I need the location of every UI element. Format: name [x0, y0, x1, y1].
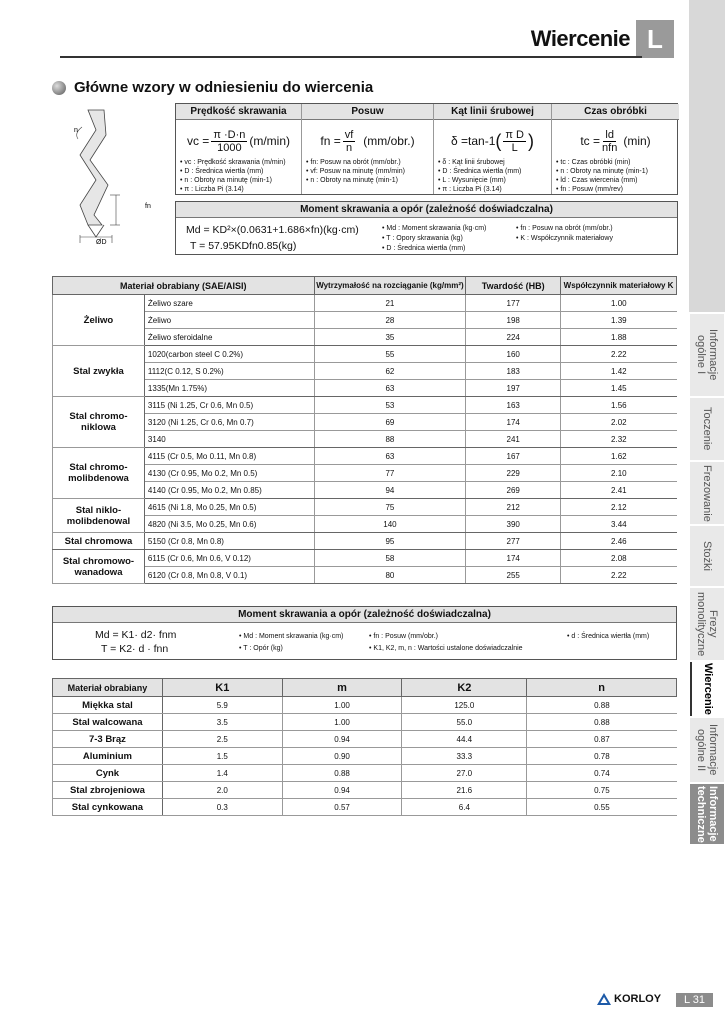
tensile-value: 95 [314, 533, 466, 550]
n-value: 0.78 [527, 748, 677, 765]
table-row [53, 346, 677, 363]
material-group: Stal niklo-molibdenowal [53, 499, 145, 533]
table-row [53, 312, 677, 329]
col-material: Materiał obrabiany (SAE/AISI) [53, 277, 315, 295]
hardness-value: 212 [466, 499, 561, 516]
k-value: 1.88 [561, 329, 677, 346]
moment2-eq2: T = K2· d · fnn [101, 643, 169, 655]
tab-turning[interactable]: Toczenie [690, 398, 724, 460]
m-value: 0.90 [282, 748, 402, 765]
m-value: 0.94 [282, 731, 402, 748]
table-row [53, 465, 677, 482]
tensile-value: 63 [314, 448, 466, 465]
formula-cutting-speed: Prędkość skrawania vc = $\frac{\pi \cdot D\cdot n}{1000}$ (m/min) • vc : Prędkość skrawania (m/min) • D : Średnica wiertła (mm) • n : Obroty na minutę (min-1) • π : Liczba Pi (3.14) [176, 104, 301, 194]
table-row [53, 782, 677, 799]
moment-box-2 [52, 606, 677, 660]
table-row [53, 533, 677, 550]
tensile-value: 28 [314, 312, 466, 329]
material-group: Stal chromo-molibdenowa [53, 448, 145, 499]
material-name: 3120 (Ni 1.25, Cr 0.6, Mn 0.7) [144, 414, 314, 431]
moment1-eq2: T = 57.95KDfn0.85(kg) [190, 240, 297, 252]
k1-value: 0.3 [162, 799, 282, 816]
hardness-value: 177 [466, 295, 561, 312]
table-row [53, 448, 677, 465]
k-value: 1.39 [561, 312, 677, 329]
tab-cones[interactable]: Stożki [690, 526, 724, 586]
tensile-value: 69 [314, 414, 466, 431]
material-name: Cynk [53, 765, 163, 782]
material-name: Stal zbrojeniowa [53, 782, 163, 799]
hardness-value: 160 [466, 346, 561, 363]
m-value: 1.00 [282, 714, 402, 731]
material-name: 4615 (Ni 1.8, Mo 0.25, Mn 0.5) [144, 499, 314, 516]
hardness-value: 255 [466, 567, 561, 584]
moment2-eq1: Md = K1· d2· fnm [95, 629, 177, 641]
k-value: 2.10 [561, 465, 677, 482]
table-row [53, 748, 677, 765]
material-name: 4130 (Cr 0.95, Mo 0.2, Mn 0.5) [144, 465, 314, 482]
hardness-value: 229 [466, 465, 561, 482]
drill-label-d: ØD [96, 239, 107, 246]
k-value: 2.22 [561, 567, 677, 584]
material-group: Żeliwo [53, 295, 145, 346]
section-heading-text: Główne wzory w odniesieniu do wiercenia [74, 79, 374, 96]
n-value: 0.88 [527, 714, 677, 731]
material-group: Stal zwykła [53, 346, 145, 397]
n-value: 0.75 [527, 782, 677, 799]
hardness-value: 241 [466, 431, 561, 448]
k2-value: 21.6 [402, 782, 527, 799]
table-row [53, 765, 677, 782]
k-value: 1.00 [561, 295, 677, 312]
moment-box-1 [175, 201, 678, 255]
col-k2: K2 [402, 679, 527, 697]
k-value: 2.46 [561, 533, 677, 550]
table-row [53, 499, 677, 516]
material-name: 6120 (Cr 0.8, Mn 0.8, V 0.1) [144, 567, 314, 584]
col-k1: K1 [162, 679, 282, 697]
tab-technical[interactable]: Informacje techniczne [690, 784, 724, 844]
moment2-notes-b: • fn : Posuw (mm/obr.) • K1, K2, m, n : Wartości ustalone doświadczalnie [369, 633, 523, 652]
k-value: 1.62 [561, 448, 677, 465]
tab-milling[interactable]: Frezowanie [690, 462, 724, 524]
tab-solid-endmills[interactable]: Frezy monolityczne [690, 588, 724, 660]
tab-drilling[interactable]: Wiercenie [690, 662, 724, 716]
col-k: Współczynnik materiałowy K [561, 277, 677, 295]
coefficient-table [52, 678, 677, 816]
table-row [53, 363, 677, 380]
k2-value: 33.3 [402, 748, 527, 765]
k-value: 1.45 [561, 380, 677, 397]
tensile-value: 53 [314, 397, 466, 414]
korloy-icon [597, 993, 611, 1005]
tensile-value: 75 [314, 499, 466, 516]
tab-general-1[interactable]: Informacje ogólne I [690, 314, 724, 396]
table-row [53, 380, 677, 397]
m-value: 0.57 [282, 799, 402, 816]
k-value: 2.12 [561, 499, 677, 516]
page-number: L 31 [676, 993, 713, 1007]
k1-value: 2.0 [162, 782, 282, 799]
tensile-value: 94 [314, 482, 466, 499]
material-group: Stal chromo-niklowa [53, 397, 145, 448]
material-name: 7-3 Brąz [53, 731, 163, 748]
material-name: 4140 (Cr 0.95, Mo 0.2, Mn 0.85) [144, 482, 314, 499]
k2-value: 27.0 [402, 765, 527, 782]
k2-value: 125.0 [402, 697, 527, 714]
k-value: 1.42 [561, 363, 677, 380]
material-name: 1335(Mn 1.75%) [144, 380, 314, 397]
table-row [53, 397, 677, 414]
section-heading [52, 79, 373, 96]
material-table [52, 276, 677, 584]
material-name: 4115 (Cr 0.5, Mo 0.11, Mn 0.8) [144, 448, 314, 465]
k-value: 2.08 [561, 550, 677, 567]
material-name: Żeliwo sferoidalne [144, 329, 314, 346]
side-tab-spacer [689, 0, 725, 312]
k1-value: 1.4 [162, 765, 282, 782]
m-value: 1.00 [282, 697, 402, 714]
k1-value: 5.9 [162, 697, 282, 714]
k-value: 2.41 [561, 482, 677, 499]
k2-value: 44.4 [402, 731, 527, 748]
hardness-value: 167 [466, 448, 561, 465]
hardness-value: 174 [466, 550, 561, 567]
tensile-value: 21 [314, 295, 466, 312]
material-name: Stal walcowana [53, 714, 163, 731]
material-name: Miękka stal [53, 697, 163, 714]
hardness-value: 269 [466, 482, 561, 499]
table-row [53, 697, 677, 714]
k1-value: 3.5 [162, 714, 282, 731]
drill-diagram [60, 105, 170, 250]
hardness-value: 224 [466, 329, 561, 346]
n-value: 0.88 [527, 697, 677, 714]
brand-logo: KORLOY [597, 993, 661, 1005]
moment1-notes-a: • Md : Moment skrawania (kg·cm) • T : Opory skrawania (kg) • D : Średnica wiertła (mm) [382, 225, 487, 252]
k-value: 1.56 [561, 397, 677, 414]
material-group: Stal chromowo-wanadowa [53, 550, 145, 584]
table-row [53, 295, 677, 312]
material-name: Żeliwo szare [144, 295, 314, 312]
m-value: 0.94 [282, 782, 402, 799]
col-n: n [527, 679, 677, 697]
k-value: 2.22 [561, 346, 677, 363]
tensile-value: 55 [314, 346, 466, 363]
tensile-value: 80 [314, 567, 466, 584]
moment2-notes-a: • Md : Moment skrawania (kg·cm) • T : Opór (kg) [239, 633, 344, 652]
material-name: Stal cynkowana [53, 799, 163, 816]
material-name: 5150 (Cr 0.8, Mn 0.8) [144, 533, 314, 550]
formula-machining-time: Czas obróbki tc = $\frac{ld}{\text{nfn}}$ (min) • tc : Czas obróbki (min) • n : Obroty na minutę (min-1) • ld : Czas wiercenia (mm) • fn : Posuw (mm/rev) [551, 104, 679, 194]
drill-label-fn: fn [145, 203, 151, 210]
k2-value: 6.4 [402, 799, 527, 816]
material-group: Stal chromowa [53, 533, 145, 550]
formula-box [175, 103, 678, 195]
material-name: 1020(carbon steel C 0.2%) [144, 346, 314, 363]
formula-feed: Posuw fn = $\frac{vf}{n}$ (mm/obr.) • fn: Posuw na obrót (mm/obr.) • vf: Posuw na minutę (mm/min) • n : Obroty na minutę (min-1) [301, 104, 433, 194]
material-name: 4820 (Ni 3.5, Mo 0.25, Mn 0.6) [144, 516, 314, 533]
tensile-value: 77 [314, 465, 466, 482]
table-row [53, 516, 677, 533]
n-value: 0.55 [527, 799, 677, 816]
bullet-icon [52, 81, 66, 95]
table-row [53, 731, 677, 748]
tensile-value: 62 [314, 363, 466, 380]
hardness-value: 277 [466, 533, 561, 550]
moment1-notes-b: • fn : Posuw na obrót (mm/obr.) • K : Współczynnik materiałowy [516, 225, 613, 242]
table-row [53, 799, 677, 816]
material-name: 1112(C 0.12, S 0.2%) [144, 363, 314, 380]
k-value: 2.02 [561, 414, 677, 431]
n-value: 0.87 [527, 731, 677, 748]
tensile-value: 35 [314, 329, 466, 346]
table-row [53, 714, 677, 731]
header-rule [60, 56, 642, 58]
tensile-value: 58 [314, 550, 466, 567]
material-name: Aluminium [53, 748, 163, 765]
tensile-value: 63 [314, 380, 466, 397]
k1-value: 1.5 [162, 748, 282, 765]
moment2-notes-c: • d : Średnica wiertła (mm) [567, 633, 650, 640]
hardness-value: 183 [466, 363, 561, 380]
k-value: 2.32 [561, 431, 677, 448]
m-value: 0.88 [282, 765, 402, 782]
table-row [53, 550, 677, 567]
hardness-value: 197 [466, 380, 561, 397]
tensile-value: 88 [314, 431, 466, 448]
hardness-value: 390 [466, 516, 561, 533]
tensile-value: 140 [314, 516, 466, 533]
material-name: Żeliwo [144, 312, 314, 329]
k-value: 3.44 [561, 516, 677, 533]
col-tensile: Wytrzymałość na rozciąganie (kg/mm²) [314, 277, 466, 295]
hardness-value: 163 [466, 397, 561, 414]
moment1-eq1: Md = KD²×(0.0631+1.686×fn)(kg·cm) [186, 224, 359, 236]
page-title: Wiercenie [530, 26, 630, 51]
table-row [53, 329, 677, 346]
tab-general-2[interactable]: Informacje ogólne II [690, 718, 724, 782]
hardness-value: 174 [466, 414, 561, 431]
table-row [53, 414, 677, 431]
n-value: 0.74 [527, 765, 677, 782]
col-hardness: Twardość (HB) [466, 277, 561, 295]
drill-label-n: n [74, 127, 78, 134]
col-material-2: Materiał obrabiany [53, 679, 163, 697]
k1-value: 2.5 [162, 731, 282, 748]
table-row [53, 431, 677, 448]
moment1-header: Moment skrawania a opór (zależność doświadczalna) [176, 202, 677, 218]
col-m: m [282, 679, 402, 697]
moment2-header: Moment skrawania a opór (zależność doświadczalna) [53, 607, 676, 623]
material-name: 6115 (Cr 0.6, Mn 0.6, V 0.12) [144, 550, 314, 567]
k2-value: 55.0 [402, 714, 527, 731]
formula-helix-angle: Kąt linii śrubowej δ =tan-1 ( $\frac{\text{π D}}{L}$ ) • δ : Kąt linii śrubowej • D : Średnica wiertła (mm) • L : Wysunięcie (mm) • π : Liczba Pi (3.14) [433, 104, 551, 194]
table-row [53, 482, 677, 499]
material-name: 3115 (Ni 1.25, Cr 0.6, Mn 0.5) [144, 397, 314, 414]
hardness-value: 198 [466, 312, 561, 329]
table-row [53, 567, 677, 584]
section-letter: L [636, 20, 674, 58]
material-name: 3140 [144, 431, 314, 448]
side-tabs [689, 0, 725, 1024]
